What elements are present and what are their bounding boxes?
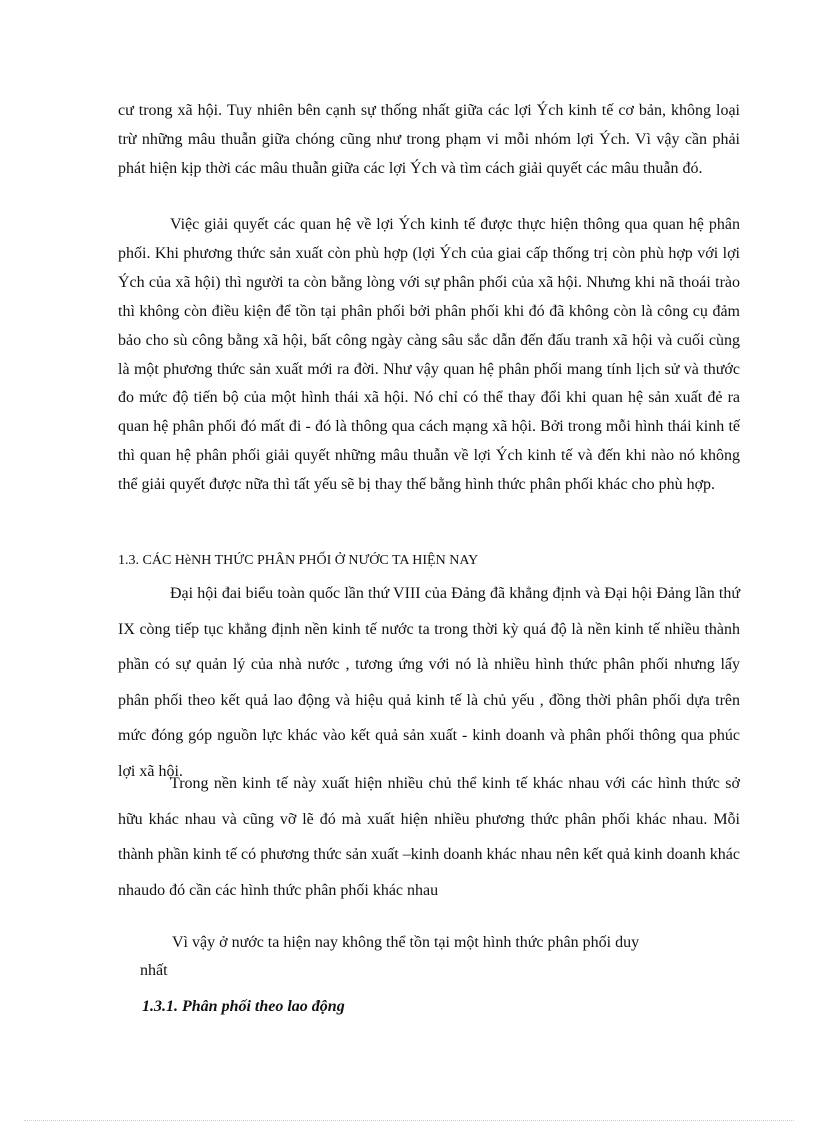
- paragraph-3-text: Đại hội đai biểu toàn quốc lần thứ VIII của Đảng đã khẳng định và Đại hội Đảng lần thứ IX còng tiếp tục khẳng định nền kinh tế nước ta trong thời kỳ quá độ là nền kinh tế nhiều thành phần có sự quản lý của nhà nước , tương ứng với nó là nhiều hình thức phân phối nhưng lấy phân phối theo kết quả lao động và hiệu quả kinh tế là chủ yếu , đồng thời phân phối dựa trên mức đóng góp nguồn lực khác vào kết quả sản xuất - kinh doanh và phân phối thông qua phúc lợi xã hội.: [118, 585, 740, 780]
- paragraph-5-line-2: nhất: [140, 962, 168, 979]
- page-bottom-rule: [24, 1120, 794, 1121]
- paragraph-3: [118, 576, 740, 789]
- section-heading-1-3: 1.3. CÁC HèNH THỨC PHÂN PHỐI Ở NƯỚC TA HIỆN NAY: [118, 553, 479, 568]
- paragraph-5: [140, 929, 740, 985]
- paragraph-4: [118, 766, 740, 908]
- paragraph-4-text: Trong nền kinh tế này xuất hiện nhiều chủ thể kinh tế khác nhau với các hình thức sở hữu khác nhau và cũng vỡ lẽ đó mà xuất hiện nhiều phương thức phân phối khác nhau. Mỗi thành phần kinh tế có phương thức sản xuất –kinh doanh khác nhau nên kết quả kinh doanh khác nhaudo đó cần các hình thức phân phối khác nhau: [118, 775, 740, 899]
- paragraph-1: cư trong xã hội. Tuy nhiên bên cạnh sự thống nhất giữa các lợi Ých kinh tế cơ bản, không loại trừ những mâu thuẫn giữa chóng cũng như trong phạm vi mỗi nhóm lợi Ých. Vì vậy cần phải phát hiện kịp thời các mâu thuẫn giữa các lợi Ých và tìm cách giải quyết các mâu thuẫn đó.: [118, 102, 740, 177]
- subsection-heading-1-3-1: 1.3.1. Phân phối theo lao động: [142, 998, 345, 1015]
- paragraph-2-text: Việc giải quyết các quan hệ về lợi Ých kinh tế được thực hiện thông qua quan hệ phân phối. Khi phương thức sản xuất còn phù hợp (lợi Ých của giai cấp thống trị còn phù hợp với lợi Ých của xã hội) thì người ta còn bằng lòng với sự phân phối của xã hội. Nhưng khi nã thoái trào thì không còn điều kiện để tồn tại phân phối bởi phân phối khi đó đã không còn là công cụ đảm bảo cho sù công bằng xã hội, bất công ngày càng sâu sắc dẫn đến đấu tranh xã hội và cuối cùng là một phương thức sản xuất mới ra đời. Như vậy quan hệ phân phối mang tính lịch sử và thước đo mức độ tiến bộ của một hình thái xã hội. Nó chỉ có thể thay đổi khi quan hệ sản xuất đẻ ra quan hệ phân phối đó mất đi - đó là thông qua cách mạng xã hội. Bởi trong mỗi hình thái kinh tế thì quan hệ phân phối giải quyết những mâu thuẫn về lợi Ých kinh tế và đến khi nào nó không thể giải quyết được nữa thì tất yếu sẽ bị thay thế bằng hình thức phân phối khác cho phù hợp.: [118, 216, 740, 494]
- paragraph-5-line-1: Vì vậy ở nước ta hiện nay không thể tồn tại một hình thức phân phối duy: [172, 934, 640, 951]
- paragraph-2: [118, 211, 740, 500]
